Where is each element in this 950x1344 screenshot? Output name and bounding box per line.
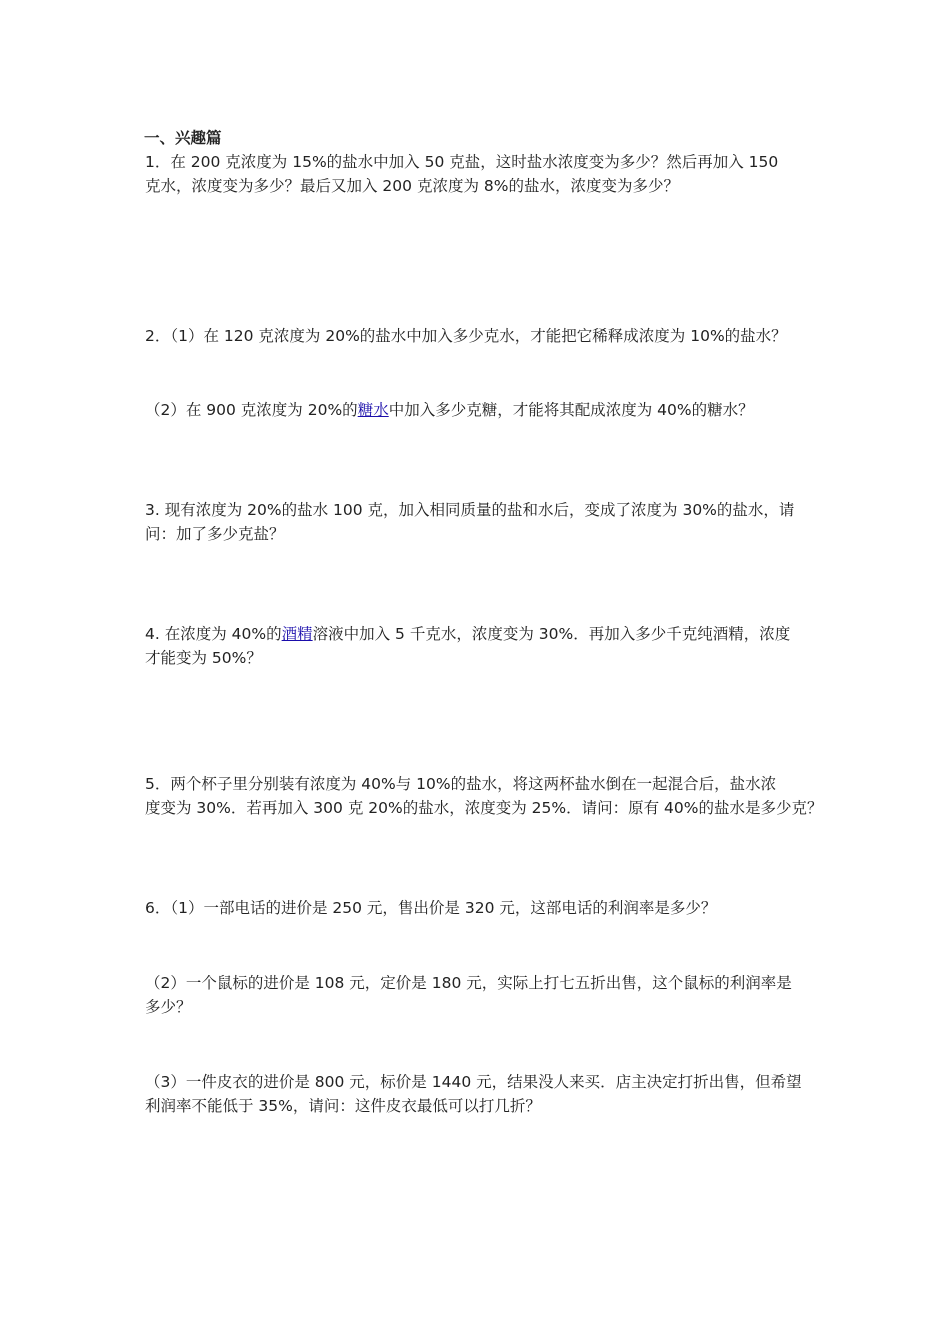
alcohol-link[interactable]: 酒精 — [281, 625, 313, 643]
question-4-text-before: 4. 在浓度为 40%的 — [145, 625, 282, 643]
question-6-part-3-line-2: 利润率不能低于 35%，请问：这件皮衣最低可以打几折？ — [145, 1097, 541, 1115]
question-6-part-3-line-1: （3）一件皮衣的进价是 800 元，标价是 1440 元，结果没人来买．店主决定打折出售，但希望 — [145, 1073, 802, 1091]
question-4-line-2: 才能变为 50%？ — [145, 649, 262, 667]
question-4-text-after: 溶液中加入 5 千克水，浓度变为 30%．再加入多少千克纯酒精，浓度 — [312, 625, 791, 643]
question-1-line-2: 克水，浓度变为多少？最后又加入 200 克浓度为 8%的盐水，浓度变为多少？ — [145, 177, 679, 195]
question-2-part-2-text-before: （2）在 900 克浓度为 20%的 — [145, 401, 358, 419]
question-2-part-2 — [145, 399, 825, 421]
question-4-line-1 — [145, 623, 825, 645]
question-2-part-1: 2．（1）在 120 克浓度为 20%的盐水中加入多少克水，才能把它稀释成浓度为 10%的盐水？ — [145, 327, 787, 345]
question-5-line-2: 度变为 30%．若再加入 300 克 20%的盐水，浓度变为 25%．请问：原有 40%的盐水是多少克？ — [145, 799, 823, 817]
question-3-line-2: 问：加了多少克盐？ — [145, 525, 285, 543]
question-6-part-1: 6．（1）一部电话的进价是 250 元，售出价是 320 元，这部电话的利润率是多少？ — [145, 899, 717, 917]
question-6-part-2-line-2: 多少？ — [145, 998, 192, 1016]
question-6-part-2-line-1: （2）一个鼠标的进价是 108 元，定价是 180 元，实际上打七五折出售，这个鼠标的利润率是 — [145, 974, 792, 992]
question-5-line-1: 5．两个杯子里分别装有浓度为 40%与 10%的盐水，将这两杯盐水倒在一起混合后，盐水浓 — [145, 775, 777, 793]
question-2-part-2-text-after: 中加入多少克糖，才能将其配成浓度为 40%的糖水？ — [388, 401, 754, 419]
question-3-line-1: 3. 现有浓度为 20%的盐水 100 克，加入相同质量的盐和水后，变成了浓度为 30%的盐水，请 — [145, 501, 795, 519]
question-1-line-1: 1．在 200 克浓度为 15%的盐水中加入 50 克盐，这时盐水浓度变为多少？然后再加入 150 — [145, 153, 779, 171]
sugar-water-link[interactable]: 糖水 — [357, 401, 389, 419]
section-title: 一、兴趣篇 — [144, 129, 222, 147]
